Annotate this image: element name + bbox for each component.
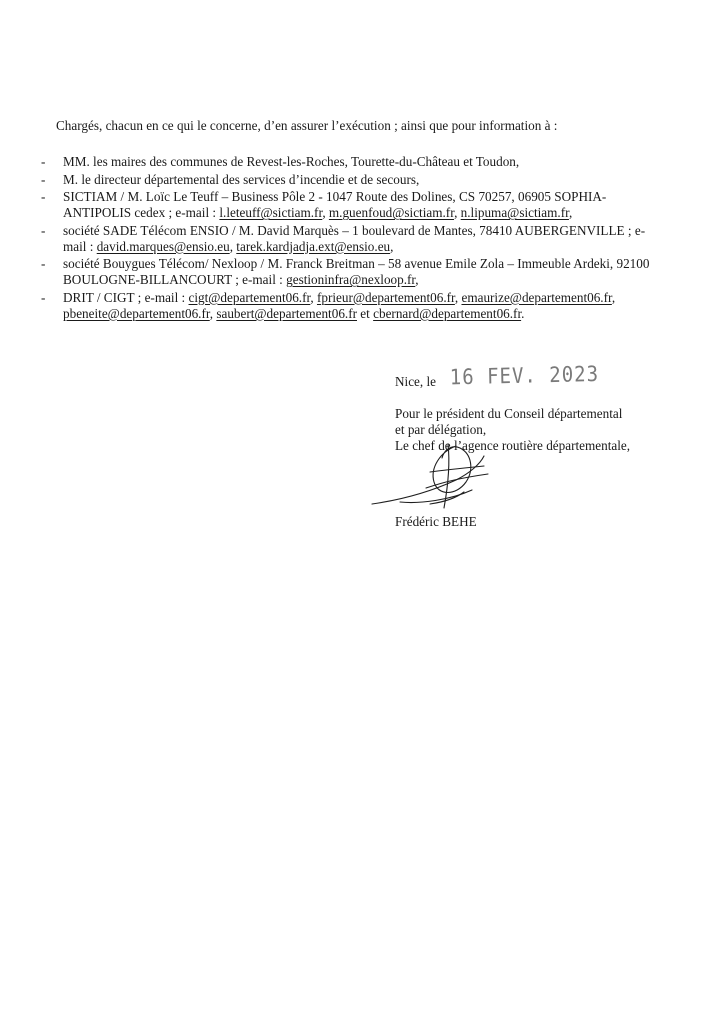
recipient-line: [63, 205, 678, 221]
recipient-bouygues: [38, 256, 678, 288]
email-link[interactable]: tarek.kardjadja.ext@ensio.eu: [236, 238, 391, 254]
separator: ,: [390, 238, 394, 254]
recipient-line: [63, 272, 678, 288]
recipient-line: - société Bouygues Télécom/ Nexloop / M. Franck Breitman – 58 avenue Emile Zola – Immeuble Ardeki, 92100: [63, 256, 650, 271]
signature-line: Le chef de l’agence routière départementale,: [395, 438, 631, 453]
email-link[interactable]: cigt@departement06.fr: [188, 289, 311, 305]
separator: et: [357, 305, 374, 321]
handwritten-signature: [360, 442, 510, 520]
recipient-line: - MM. les maires des communes de Revest-les-Roches, Tourette-du-Château et Toudon,: [63, 154, 520, 169]
recipient-line: - M. le directeur départemental des services d’incendie et de secours,: [63, 171, 420, 187]
separator: .: [521, 305, 525, 321]
date-label: Nice, le: [395, 374, 437, 389]
separator: ,: [310, 289, 317, 305]
separator: ,: [568, 205, 573, 220]
recipient-sdis: [38, 172, 678, 188]
email-link[interactable]: pbeneite@departement06.fr: [63, 305, 210, 321]
recipient-mayors: [38, 154, 678, 170]
email-link[interactable]: cbernard@departement06.fr: [373, 305, 522, 321]
recipient-text: BOULOGNE-BILLANCOURT ; e-mail :: [63, 272, 287, 287]
recipient-line: [63, 306, 678, 322]
email-link[interactable]: n.lipuma@sictiam.fr: [460, 205, 569, 220]
email-link[interactable]: fprieur@departement06.fr: [316, 289, 455, 305]
recipient-line: - SICTIAM / M. Loïc Le Teuff – Business Pôle 2 - 1047 Route des Dolines, CS 70257, 06905 SOPHIA-: [63, 189, 607, 204]
recipient-text: ANTIPOLIS cedex ; e-mail :: [63, 205, 220, 220]
separator: ,: [611, 289, 616, 305]
separator: ,: [209, 305, 217, 321]
email-link[interactable]: l.leteuff@sictiam.fr: [219, 205, 323, 220]
email-link[interactable]: emaurize@departement06.fr: [461, 289, 612, 305]
signature-line: Pour le président du Conseil départemental: [395, 406, 623, 421]
separator: ,: [454, 205, 461, 220]
separator: ,: [454, 289, 462, 305]
email-link[interactable]: saubert@departement06.fr: [216, 305, 357, 321]
recipient-sictiam: [38, 189, 678, 221]
recipient-line: - société SADE Télécom ENSIO / M. David Marquès – 1 boulevard de Mantes, 78410 AUBERGENVILLE ; e-: [63, 222, 646, 238]
recipient-text: DRIT / CIGT ; e-mail :: [63, 289, 189, 305]
email-link[interactable]: gestioninfra@nexloop.fr: [286, 272, 416, 287]
signature-line: et par délégation,: [395, 422, 487, 437]
recipient-line: [63, 239, 678, 255]
date-line: [395, 361, 600, 394]
email-link[interactable]: david.marques@ensio.eu: [96, 238, 230, 254]
date-stamp: 16 FEV. 2023: [449, 361, 600, 390]
recipient-line: [63, 290, 678, 306]
recipient-sade: [38, 223, 678, 255]
separator: ,: [415, 272, 419, 287]
email-link[interactable]: m.guenfoud@sictiam.fr: [328, 205, 455, 220]
recipient-text: mail :: [63, 238, 97, 254]
intro-paragraph: Chargés, chacun en ce qui le concerne, d’en assurer l’exécution ; ainsi que pour information à :: [56, 118, 558, 133]
signer-name: Frédéric BEHE: [395, 514, 477, 529]
separator: ,: [322, 205, 329, 220]
recipient-drit: [38, 290, 678, 322]
separator: ,: [229, 238, 237, 254]
recipient-list: [38, 154, 678, 322]
